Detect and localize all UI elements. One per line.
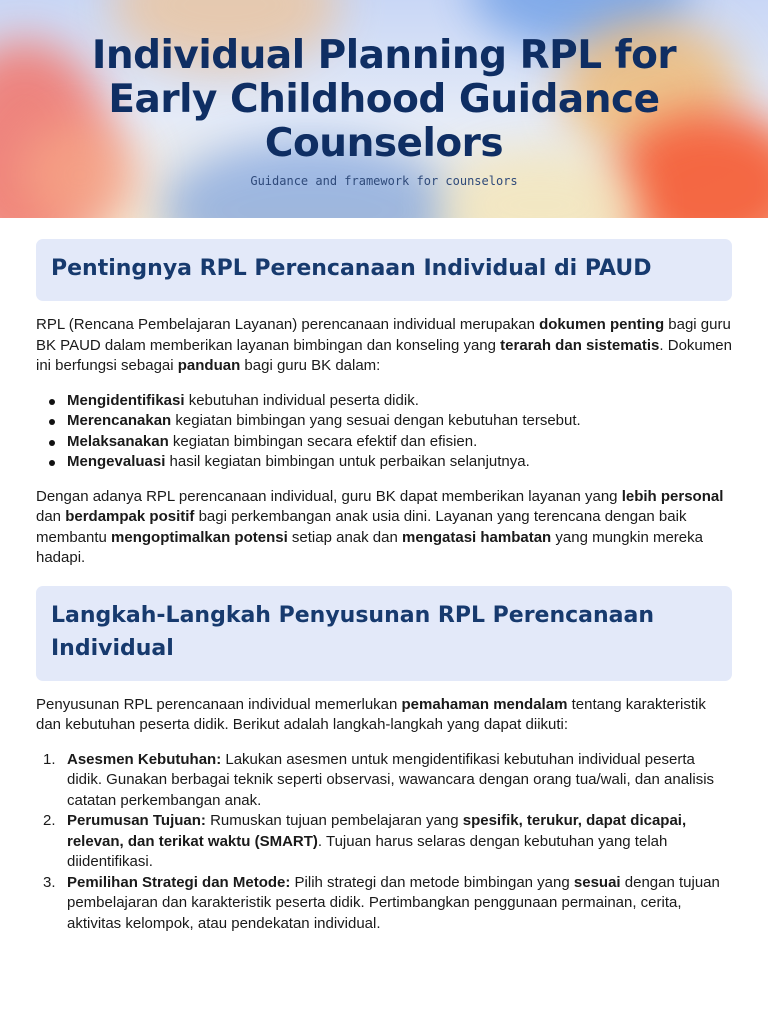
bullet-icon <box>49 419 55 425</box>
bullet-list <box>36 391 732 473</box>
bold-text: terarah dan sistematis <box>500 336 660 354</box>
bold-text: Melaksanakan <box>67 432 169 450</box>
bold-text: mengatasi hambatan <box>402 528 552 546</box>
text-run: Penyusunan RPL perencanaan individual memerlukan <box>36 695 402 713</box>
text-run: tentang karakteristik dan kebutuhan peserta didik. Berikut adalah langkah-langkah yang dapat diikuti: <box>36 695 706 733</box>
bold-text: dokumen penting <box>539 316 665 333</box>
hero-banner <box>0 0 768 218</box>
section-heading-box <box>36 239 732 301</box>
text-run: . Dokumen ini berfungsi sebagai <box>36 336 732 374</box>
list-item <box>43 873 732 935</box>
bullet-icon <box>49 399 55 405</box>
section-heading: Pentingnya RPL Perencanaan Individual di PAUD <box>51 256 652 281</box>
list-item <box>43 750 732 812</box>
bold-text: spesifik, terukur, dapat dicapai, relevan, dan terikat waktu (SMART) <box>67 812 687 850</box>
text-run: kegiatan bimbingan yang sesuai dengan kebutuhan tersebut. <box>171 412 581 429</box>
closing-paragraph <box>36 487 732 569</box>
text-run: setiap anak dan <box>287 528 403 546</box>
bullet-icon <box>49 440 55 446</box>
section-steps <box>36 586 732 935</box>
step-number: 2. <box>43 812 56 829</box>
text-run: . Tujuan harus selaras dengan kebutuhan yang telah diidentifikasi. <box>67 832 668 870</box>
bold-text: mengoptimalkan potensi <box>111 528 288 546</box>
step-label: Pemilihan Strategi dan Metode: <box>67 873 291 891</box>
page-title: Individual Planning RPL for Early Childhood Guidance Counselors <box>91 33 677 166</box>
step-label: Perumusan Tujuan: <box>67 812 206 829</box>
bold-text: sesuai <box>573 873 621 891</box>
bold-text: pemahaman mendalam <box>401 695 568 713</box>
text-run: Rumuskan tujuan pembelajaran yang <box>205 812 463 829</box>
step-label: Asesmen Kebutuhan: <box>67 750 222 768</box>
text-run: RPL (Rencana Pembelajaran Layanan) perencanaan individual merupakan <box>36 316 540 333</box>
list-item <box>67 391 732 412</box>
bold-text: Merencanakan <box>67 412 172 429</box>
text-run: yang mungkin mereka hadapi. <box>36 528 703 566</box>
text-run: Dengan adanya RPL perencanaan individual, guru BK dapat memberikan layanan yang <box>36 487 622 505</box>
text-run: dan <box>36 508 66 525</box>
list-item <box>67 432 732 453</box>
steps-list <box>36 750 732 935</box>
text-run: kegiatan bimbingan secara efektif dan efisien. <box>168 432 478 450</box>
bullet-icon <box>49 460 55 466</box>
step-number: 1. <box>43 750 56 768</box>
section-importance <box>36 239 732 569</box>
text-run: bagi guru BK dalam: <box>240 357 381 374</box>
section-heading-box <box>36 586 732 681</box>
text-run: Lakukan asesmen untuk mengidentifikasi kebutuhan individual peserta didik. Gunakan berbagai teknik seperti observasi, wawancara dengan orang tua/wali, dan analisis catatan perkembangan anak. <box>67 750 715 809</box>
bold-text: panduan <box>177 357 241 374</box>
text-run: hasil kegiatan bimbingan untuk perbaikan selanjutnya. <box>165 453 530 470</box>
text-run: bagi perkembangan anak usia dini. Layanan yang terencana dengan baik membantu <box>36 508 687 546</box>
bold-text: lebih personal <box>621 487 724 505</box>
bold-text: berdampak positif <box>65 508 195 525</box>
section-heading: Langkah-Langkah Penyusunan RPL Perencanaan Individual <box>51 602 655 661</box>
text-run: bagi guru BK PAUD dalam memberikan layanan bimbingan dan konseling yang <box>36 316 731 354</box>
list-item <box>43 811 732 873</box>
bold-text: Mengidentifikasi <box>67 391 185 409</box>
step-number: 3. <box>43 873 56 891</box>
bold-text: Mengevaluasi <box>67 453 166 470</box>
text-run: kebutuhan individual peserta didik. <box>184 391 419 409</box>
list-item <box>67 452 732 473</box>
main-content <box>0 218 768 934</box>
text-run: dengan tujuan pembelajaran dan karakteristik peserta didik. Pertimbangkan penggunaan permainan, cerita, aktivitas kelompok, atau pendekatan individual. <box>67 873 720 932</box>
list-item <box>67 411 732 432</box>
text-run: Pilih strategi dan metode bimbingan yang <box>290 873 574 891</box>
page-subtitle: Guidance and framework for counselors <box>250 174 518 188</box>
intro-paragraph <box>36 695 732 736</box>
intro-paragraph <box>36 315 732 377</box>
